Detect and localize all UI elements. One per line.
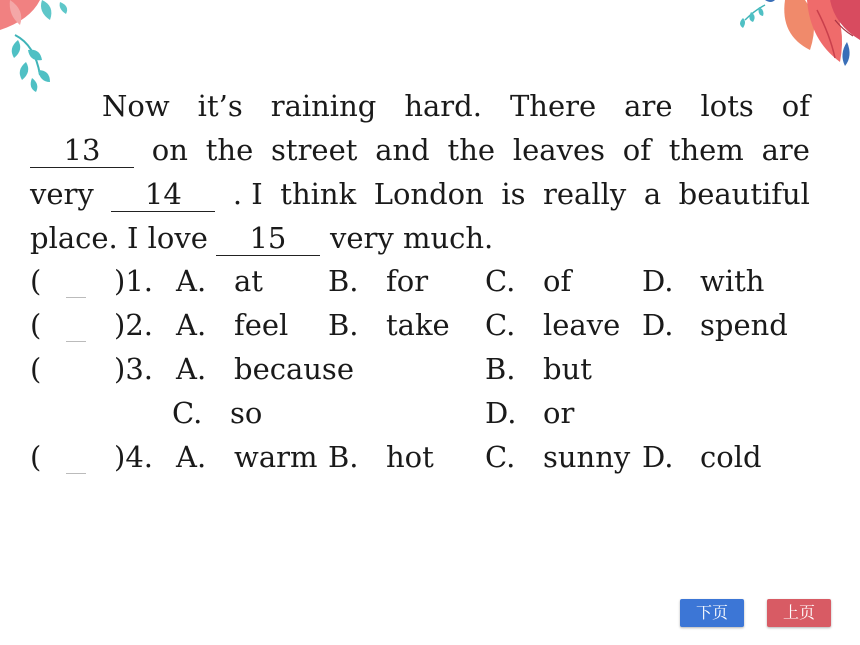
option-a — [176, 347, 354, 391]
option-letter: C. — [485, 440, 516, 474]
question-number — [114, 435, 153, 479]
option-text: spend — [700, 308, 788, 342]
option-b — [328, 303, 450, 347]
option-c — [485, 259, 571, 303]
option-c — [172, 391, 262, 435]
option-a — [176, 303, 288, 347]
question-1 — [30, 259, 820, 303]
passage-word: London — [373, 177, 484, 211]
paren-open: ( — [30, 264, 42, 298]
passage-word: are — [624, 89, 673, 123]
passage-word: lots — [700, 89, 754, 123]
answer-slot — [66, 443, 86, 474]
paren-close: ) — [114, 440, 126, 474]
option-b — [485, 347, 592, 391]
question-3-continued — [30, 391, 820, 435]
blank-15: 15 — [216, 221, 320, 256]
answer-slot — [66, 267, 86, 298]
passage-word: are — [761, 133, 810, 167]
passage-word: place. I love — [30, 221, 208, 255]
leaf-decoration-top-left — [0, 0, 80, 95]
option-letter: B. — [485, 352, 516, 386]
passage-word: hard. — [404, 89, 482, 123]
passage-word: it’s — [197, 89, 243, 123]
passage-word: is — [501, 177, 526, 211]
option-letter: D. — [642, 440, 674, 474]
passage-word: the — [447, 133, 496, 167]
question-number-label: 2. — [125, 308, 153, 342]
paren-close: ) — [114, 352, 126, 386]
question-number-label: 4. — [125, 440, 153, 474]
question-number-label: 1. — [125, 264, 153, 298]
question-number-label: 3. — [125, 352, 153, 386]
passage-word: There — [509, 89, 597, 123]
blank-13: 13 — [30, 133, 134, 168]
option-letter: C. — [485, 308, 516, 342]
passage-line-3 — [30, 172, 810, 216]
option-b — [328, 259, 428, 303]
passage-word: of — [781, 89, 810, 123]
passage-word: them — [668, 133, 744, 167]
passage-word: Now — [102, 89, 170, 123]
option-text: feel — [234, 308, 289, 342]
previous-page-button[interactable]: 上页 — [767, 599, 831, 627]
option-a — [176, 435, 317, 479]
answer-slot — [66, 311, 86, 342]
paren-close: ) — [114, 308, 126, 342]
option-letter: A. — [176, 440, 207, 474]
option-text: warm — [234, 440, 318, 474]
option-c — [485, 303, 620, 347]
option-d — [642, 303, 788, 347]
question-3 — [30, 347, 820, 391]
option-letter: B. — [328, 440, 359, 474]
option-letter: D. — [642, 264, 674, 298]
passage-word: very — [30, 177, 94, 211]
passage-word: of — [622, 133, 651, 167]
option-text: with — [700, 264, 765, 298]
option-text: for — [386, 264, 429, 298]
leaf-decoration-top-right — [735, 0, 860, 70]
option-letter: A. — [176, 264, 207, 298]
blank-14: 14 — [111, 177, 215, 212]
option-letter: D. — [642, 308, 674, 342]
passage-line-2 — [30, 128, 810, 172]
option-text: cold — [700, 440, 762, 474]
passage-word: think — [280, 177, 357, 211]
option-text: sunny — [543, 440, 631, 474]
option-letter: D. — [485, 396, 517, 430]
passage-word: raining — [270, 89, 377, 123]
option-d — [642, 435, 762, 479]
option-text: leave — [543, 308, 621, 342]
question-4 — [30, 435, 820, 479]
passage-word: . I — [232, 177, 263, 211]
passage-word: really — [543, 177, 627, 211]
next-page-button[interactable]: 下页 — [680, 599, 744, 627]
passage-line-4 — [30, 216, 810, 260]
option-text: or — [543, 396, 575, 430]
passage-word: and — [375, 133, 430, 167]
passage-word: the — [205, 133, 254, 167]
question-number — [114, 303, 153, 347]
option-text: so — [230, 396, 263, 430]
option-text: of — [543, 264, 572, 298]
question-list — [30, 259, 820, 479]
passage-word: street — [271, 133, 358, 167]
option-letter: A. — [176, 308, 207, 342]
option-letter: A. — [176, 352, 207, 386]
passage-word: on — [151, 133, 188, 167]
question-2 — [30, 303, 820, 347]
option-text: at — [234, 264, 263, 298]
option-c — [485, 435, 630, 479]
paren-open: ( — [30, 352, 42, 386]
option-letter: B. — [328, 308, 359, 342]
option-d — [485, 391, 574, 435]
option-text: take — [386, 308, 450, 342]
option-b — [328, 435, 434, 479]
passage-word: very much. — [329, 221, 494, 255]
passage-line-1 — [30, 84, 810, 128]
question-number — [114, 347, 153, 391]
passage-word: a — [643, 177, 662, 211]
option-text: but — [543, 352, 592, 386]
option-text: hot — [386, 440, 434, 474]
option-d — [642, 259, 764, 303]
paren-open: ( — [30, 308, 42, 342]
option-letter: C. — [485, 264, 516, 298]
question-number — [114, 259, 153, 303]
passage-word: leaves — [512, 133, 605, 167]
passage-word: beautiful — [678, 177, 810, 211]
option-letter: B. — [328, 264, 359, 298]
option-letter: C. — [172, 396, 203, 430]
option-a — [176, 259, 263, 303]
paren-open: ( — [30, 440, 42, 474]
paren-close: ) — [114, 264, 126, 298]
reading-passage — [30, 84, 810, 260]
option-text: because — [234, 352, 354, 386]
